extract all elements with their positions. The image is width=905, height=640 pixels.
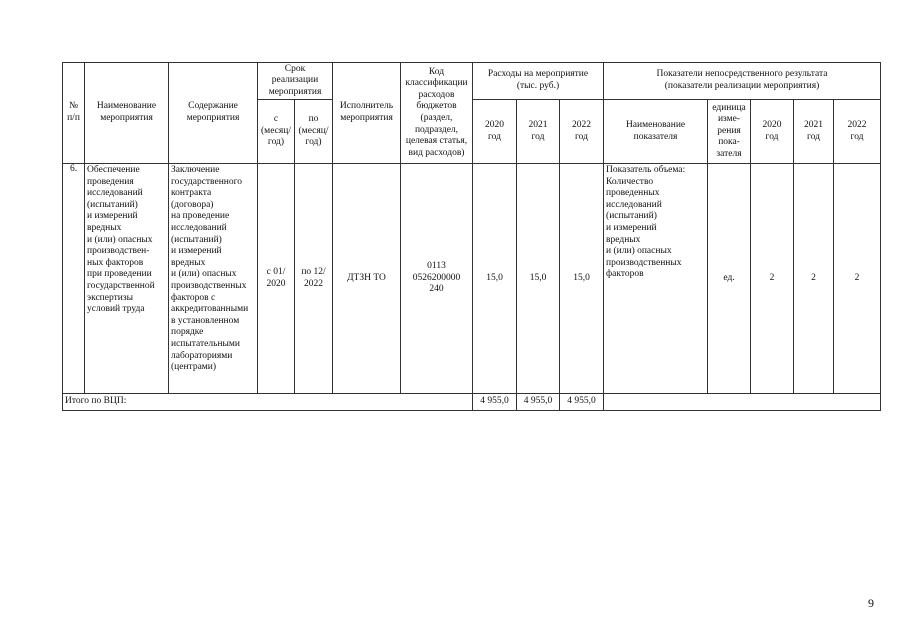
header-content: Содержание мероприятия bbox=[169, 63, 258, 164]
row-exp-2021: 15,0 bbox=[517, 164, 560, 394]
header-ind-2021: 2021 год bbox=[794, 100, 834, 164]
row-ind-2021: 2 bbox=[794, 164, 834, 394]
total-indicators-empty bbox=[604, 394, 881, 411]
total-row bbox=[63, 394, 881, 411]
header-term-from: с (месяц/ год) bbox=[258, 100, 295, 164]
row-exp-2020: 15,0 bbox=[473, 164, 517, 394]
header-ind-2020: 2020 год bbox=[751, 100, 794, 164]
row-event-name: Обеспечение проведения исследований (испытаний) и измерений вредных и (или) опасных производствен- ных факторов при проведении государственной экспертизы условий труда bbox=[85, 164, 169, 394]
row-term-to: по 12/ 2022 bbox=[295, 164, 333, 394]
header-term: Срок реализации мероприятия bbox=[258, 63, 333, 100]
row-num: 6. bbox=[63, 164, 85, 394]
header-term-to: по (месяц/ год) bbox=[295, 100, 333, 164]
total-exp-2020: 4 955,0 bbox=[473, 394, 517, 411]
header-num: № п/п bbox=[63, 63, 85, 164]
row-executor: ДТЗН ТО bbox=[333, 164, 401, 394]
header-exp-2022: 2022 год bbox=[560, 100, 604, 164]
total-label: Итого по ВЦП: bbox=[63, 394, 473, 411]
row-ind-2020: 2 bbox=[751, 164, 794, 394]
program-events-table bbox=[62, 62, 881, 411]
row-content: Заключение государственного контракта (договора) на проведение исследований (испытаний) и измерений вредных и (или) опасных производственных факторов с аккредитованными в установленном порядке испытательными лабораториями (центрами) bbox=[169, 164, 258, 394]
row-term-from: с 01/ 2020 bbox=[258, 164, 295, 394]
header-event-name: Наименование мероприятия bbox=[85, 63, 169, 164]
row-ind-name: Показатель объема: Количество проведенных исследований (испытаний) и измерений вредных и (или) опасных производственных факторов bbox=[604, 164, 708, 394]
header-ind-2022: 2022 год bbox=[834, 100, 881, 164]
header-budget-code: Код классификации расходов бюджетов (раздел, подраздел, целевая статья, вид расходов) bbox=[401, 63, 473, 164]
page-number: 9 bbox=[868, 596, 874, 610]
row-ind-2022: 2 bbox=[834, 164, 881, 394]
header-exp-2020: 2020 год bbox=[473, 100, 517, 164]
row-ind-unit: ед. bbox=[708, 164, 751, 394]
table-row bbox=[63, 164, 881, 394]
header-executor: Исполнитель мероприятия bbox=[333, 63, 401, 164]
header-ind-name: Наименование показателя bbox=[604, 100, 708, 164]
header-expenses: Расходы на мероприятие (тыс. руб.) bbox=[473, 63, 604, 100]
row-budget-code: 0113 0526200000 240 bbox=[401, 164, 473, 394]
total-exp-2021: 4 955,0 bbox=[517, 394, 560, 411]
row-exp-2022: 15,0 bbox=[560, 164, 604, 394]
header-exp-2021: 2021 год bbox=[517, 100, 560, 164]
total-exp-2022: 4 955,0 bbox=[560, 394, 604, 411]
header-indicators: Показатели непосредственного результата (показатели реализации мероприятия) bbox=[604, 63, 881, 100]
header-ind-unit: единица изме- рения пока- зателя bbox=[708, 100, 751, 164]
header-row-1 bbox=[63, 63, 881, 100]
